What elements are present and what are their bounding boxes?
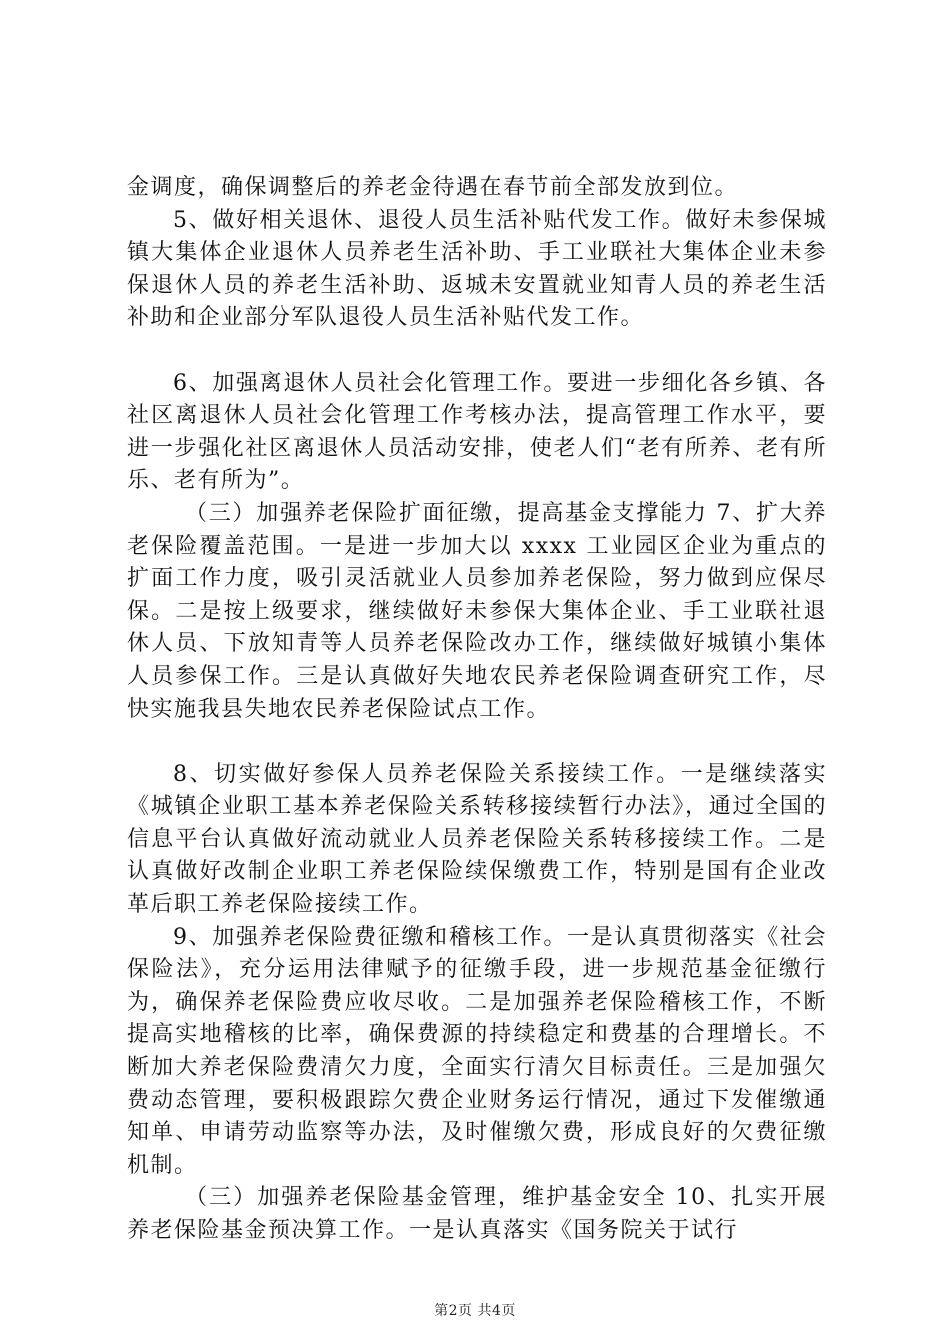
paragraph-item-6: 6、加强离退休人员社会化管理工作。要进一步细化各乡镇、各社区离退休人员社会化管理工作考核办法，提高管理工作水平，要进一步强化社区离退休人员活动安排，使老人们“老有所养、老有所乐、老有所为”。 — [127, 370, 827, 494]
paragraph-item-5: 5、做好相关退休、退役人员生活补贴代发工作。做好未参保城镇大集体企业退休人员养老生活补助、手工业联社大集体企业未参保退休人员的养老生活补助、返城未安置就业知青人员的养老生活补助和企业部分军队退役人员生活补贴代发工作。 — [127, 207, 827, 331]
paragraph-section-3-expansion: （三）加强养老保险扩面征缴，提高基金支撑能力 7、扩大养老保险覆盖范围。一是进一步加大以 xxxx 工业园区企业为重点的扩面工作力度，吸引灵活就业人员参加养老保险，努力做到应保尽保。二是按上级要求，继续做好未参保大集体企业、手工业联社退休人员、下放知青等人员养老保险改办工作，继续做好城镇小集体人员参保工作。三是认真做好失地农民养老保险调查研究工作，尽快实施我县失地农民养老保险试点工作。 — [127, 500, 827, 722]
paragraph-spacer — [127, 726, 827, 759]
paragraph-continuation: 金调度，确保调整后的养老金待遇在春节前全部发放到位。 — [127, 175, 739, 200]
paragraph-item-8: 8、切实做好参保人员养老保险关系接续工作。一是继续落实《城镇企业职工基本养老保险关系转移接续暂行办法》，通过全国的信息平台认真做好流动就业人员养老保险关系转移接续工作。二是认真做好改制企业职工养老保险续保缴费工作，特别是国有企业改革后职工养老保险接续工作。 — [127, 761, 827, 918]
paragraph-section-3-fund: （三）加强养老保险基金管理，维护基金安全 10、扎实开展养老保险基金预决算工作。一是认真落实《国务院关于试行 — [127, 1185, 827, 1243]
paragraph-spacer — [127, 335, 827, 368]
paragraph-item-9: 9、加强养老保险费征缴和稽核工作。一是认真贯彻落实《社会保险法》，充分运用法律赋予的征缴手段，进一步规范基金征缴行为，确保养老保险费应收尽收。二是加强养老保险稽核工作，不断提高实地稽核的比率，确保费源的持续稳定和费基的合理增长。不断加大养老保险费清欠力度，全面实行清欠目标责任。三是加强欠费动态管理，要积极跟踪欠费企业财务运行情况，通过下发催缴通知单、申请劳动监察等办法，及时催缴欠费，形成良好的欠费征缴机制。 — [127, 924, 827, 1178]
page-footer: 第2页 共4页 — [434, 1303, 516, 1319]
document-body — [127, 172, 827, 1248]
